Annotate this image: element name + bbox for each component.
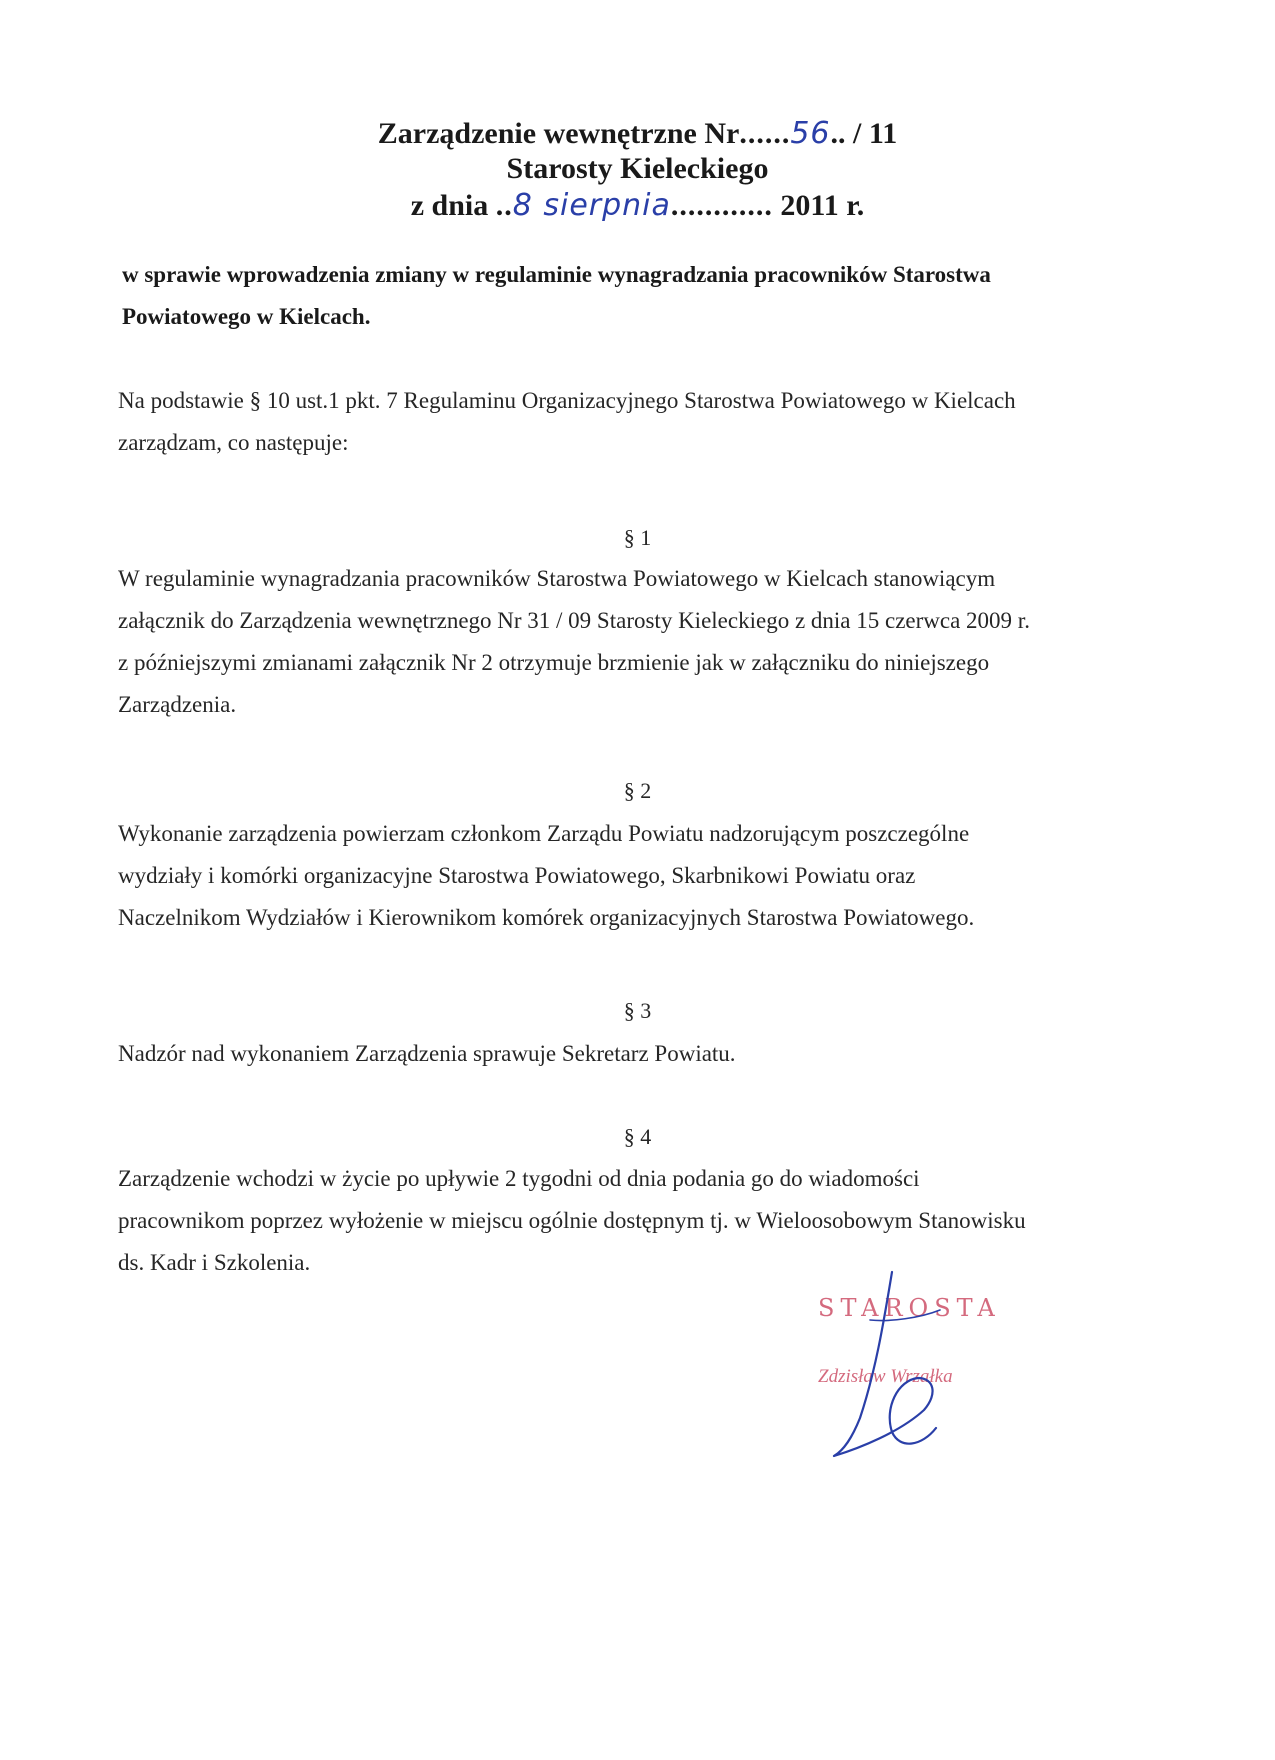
handwritten-date: 8 sierpnia: [512, 188, 671, 223]
date-prefix: z dnia: [410, 189, 496, 222]
section-line: z późniejszymi zmianami załącznik Nr 2 otrzymuje brzmienie jak w załączniku do niniejszego: [118, 650, 990, 675]
section-sign-4: § 4: [623, 1124, 652, 1149]
section-sign-1: § 1: [623, 525, 652, 550]
date-line: [0, 188, 1275, 223]
section-line: ds. Kadr i Szkolenia.: [118, 1250, 311, 1275]
handwritten-number: 56: [790, 116, 831, 151]
section-body-3: [118, 1033, 1128, 1075]
title-suffix: .. / 11: [830, 117, 898, 150]
section-sign-3: § 3: [623, 998, 652, 1023]
section-line: Wykonanie zarządzenia powierzam członkom Zarządu Powiatu nadzorującym poszczególne: [118, 821, 970, 846]
subject-paragraph: [122, 254, 1122, 338]
section-line: wydziały i komórki organizacyjne Starostwa Powiatowego, Skarbnikowi Powiatu oraz: [118, 863, 916, 888]
section-sign-2: § 2: [623, 778, 652, 803]
section-line: załącznik do Zarządzenia wewnętrznego Nr 31 / 09 Starosty Kieleckiego z dnia 15 czerwca 2009 r.: [118, 608, 1030, 633]
basis-line: Na podstawie § 10 ust.1 pkt. 7 Regulaminu Organizacyjnego Starostwa Powiatowego w Kielcach: [118, 388, 1016, 413]
section-line: W regulaminie wynagradzania pracowników Starostwa Powiatowego w Kielcach stanowiącym: [118, 566, 996, 591]
handwritten-signature: [800, 1260, 1120, 1460]
section-line: Nadzór nad wykonaniem Zarządzenia sprawuje Sekretarz Powiatu.: [118, 1041, 736, 1066]
date-dots-after: ............: [670, 189, 773, 222]
legal-basis-paragraph: [118, 380, 1128, 464]
issuer-line: Starosty Kieleckiego: [506, 152, 769, 185]
basis-line: zarządzam, co następuje:: [118, 430, 349, 455]
section-line: Naczelnikom Wydziałów i Kierownikom komórek organizacyjnych Starostwa Powiatowego.: [118, 905, 975, 930]
title-dots: ......: [739, 117, 791, 150]
section-line: pracownikom poprzez wyłożenie w miejscu ogólnie dostępnym tj. w Wieloosobowym Stanowisku: [118, 1208, 1026, 1233]
section-line: Zarządzenia.: [118, 692, 237, 717]
title-prefix: Zarządzenie wewnętrzne Nr: [377, 117, 740, 150]
section-body-1: [118, 558, 1128, 726]
subject-line: w sprawie wprowadzenia zmiany w regulaminie wynagradzania pracowników Starostwa: [122, 262, 991, 287]
section-body-2: [118, 813, 1128, 939]
stamp-title: STAROSTA: [818, 1294, 1001, 1322]
date-year: 2011 r.: [772, 189, 865, 222]
date-dots-before: ..: [495, 189, 513, 222]
subject-line: Powiatowego w Kielcach.: [122, 304, 371, 329]
section-line: Zarządzenie wchodzi w życie po upływie 2 tygodni od dnia podania go do wiadomości: [118, 1166, 920, 1191]
document-title: [0, 116, 1275, 151]
official-stamp: [800, 1260, 1120, 1460]
stamp-name: Zdzisław Wrzałka: [818, 1366, 953, 1387]
